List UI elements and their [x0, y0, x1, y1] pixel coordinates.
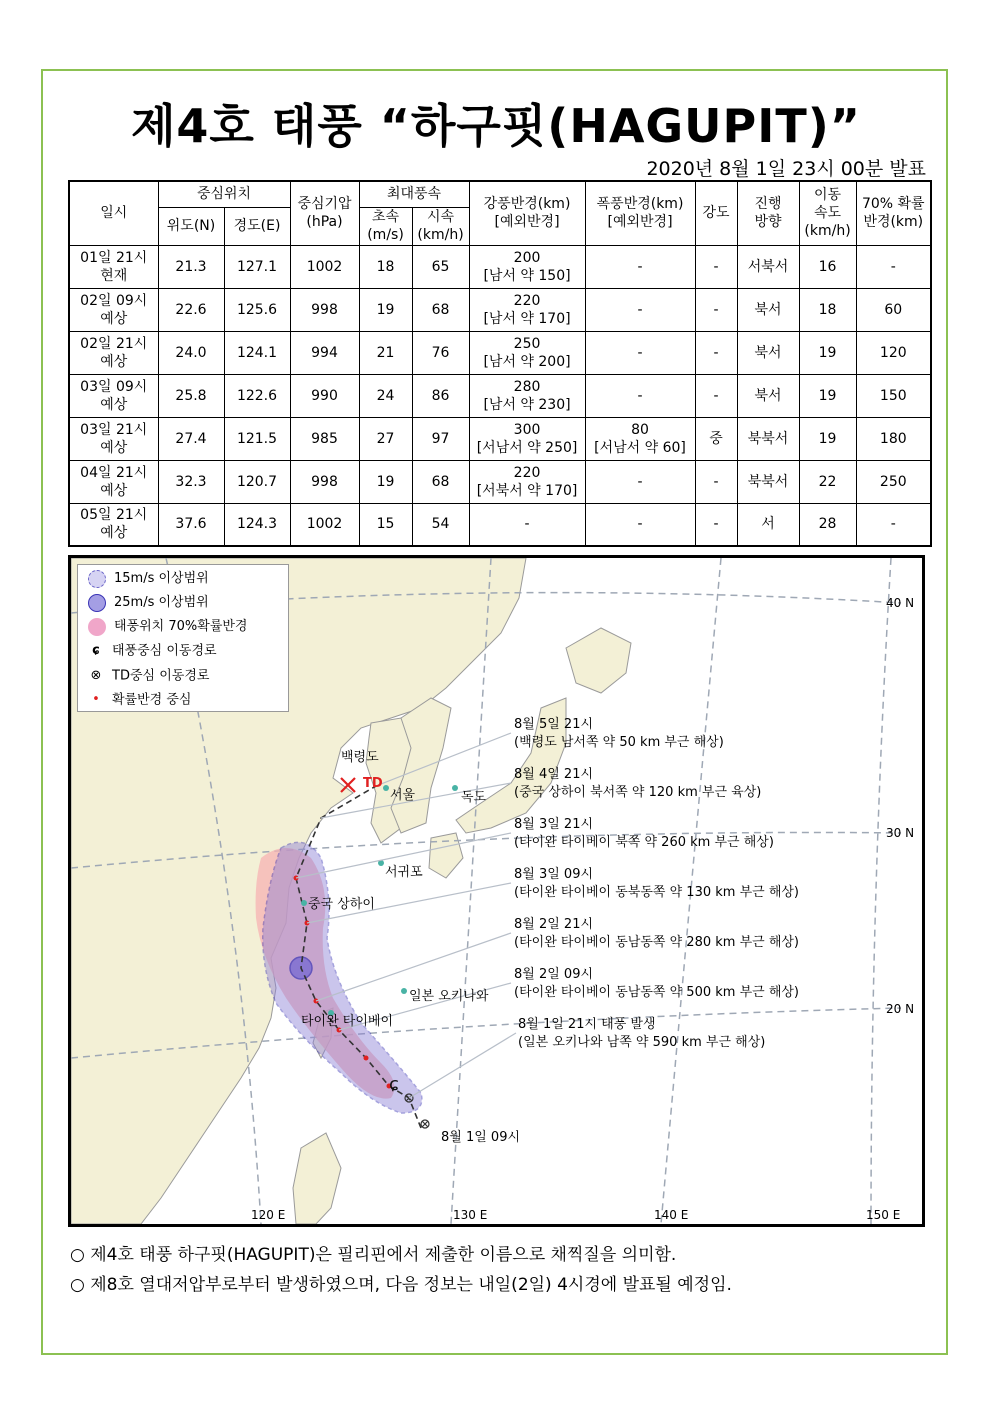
cell-direction: 북서: [737, 374, 799, 417]
forecast-annotation: 8월 3일 21시 (타이완 타이베이 북쪽 약 260 km 부근 해상): [514, 817, 774, 850]
table-row: [69, 331, 931, 374]
cell-pressure: 998: [290, 288, 359, 331]
header-pressure: 중심기압 (hPa): [290, 181, 359, 245]
cell-prob: 120: [856, 331, 931, 374]
cell-lon: 125.6: [224, 288, 290, 331]
cell-ms: 27: [359, 417, 412, 460]
header-kmh: 시속 (km/h): [412, 207, 469, 245]
cell-intensity: -: [695, 331, 737, 374]
forecast-annotation: 8월 3일 09시 (타이완 타이베이 동북동쪽 약 130 km 부근 해상): [514, 867, 800, 900]
cell-lon: 121.5: [224, 417, 290, 460]
cell-intensity: -: [695, 245, 737, 288]
header-gale: 강풍반경(km) [예외반경]: [469, 181, 585, 245]
table-row: [69, 503, 931, 546]
cell-kmh: 68: [412, 460, 469, 503]
prob-center-icon: •: [92, 692, 100, 707]
place-seogwipo: 서귀포: [385, 865, 423, 880]
cell-lat: 22.6: [158, 288, 224, 331]
cell-lat: 25.8: [158, 374, 224, 417]
cell-prob: 180: [856, 417, 931, 460]
cell-direction: 서북서: [737, 245, 799, 288]
cell-prob: 150: [856, 374, 931, 417]
cell-storm: -: [585, 288, 695, 331]
cell-lon: 120.7: [224, 460, 290, 503]
cell-speed: 19: [799, 331, 856, 374]
cell-kmh: 97: [412, 417, 469, 460]
legend-25ms-icon: [88, 594, 106, 612]
cell-direction: 북서: [737, 288, 799, 331]
table-row: [69, 245, 931, 288]
cell-intensity: 중: [695, 417, 737, 460]
cell-ms: 19: [359, 460, 412, 503]
cell-ms: 19: [359, 288, 412, 331]
cell-storm: -: [585, 503, 695, 546]
lon-label-140: 140 E: [654, 1208, 689, 1222]
place-taipei: 타이완 타이베이: [301, 1014, 394, 1029]
cell-speed: 19: [799, 417, 856, 460]
cell-storm: -: [585, 460, 695, 503]
cell-intensity: -: [695, 374, 737, 417]
cell-prob: -: [856, 245, 931, 288]
cell-ms: 18: [359, 245, 412, 288]
cell-kmh: 54: [412, 503, 469, 546]
table-row: [69, 374, 931, 417]
place-shanghai: 중국 상하이: [308, 897, 375, 912]
cell-datetime: 02일 09시 예상: [69, 288, 158, 331]
cell-lon: 124.1: [224, 331, 290, 374]
cell-direction: 서: [737, 503, 799, 546]
header-speed: 이동 속도 (km/h): [799, 181, 856, 245]
cell-lat: 21.3: [158, 245, 224, 288]
legend-15ms-icon: [88, 570, 106, 588]
lat-label-20: 20 N: [886, 1002, 915, 1016]
header-datetime: 일시: [69, 181, 158, 245]
cell-pressure: 990: [290, 374, 359, 417]
legend-item-prob: 태풍위치 70%확률반경: [88, 615, 288, 639]
forecast-annotation: 8월 4일 21시 (중국 상하이 북서쪽 약 120 km 부근 육상): [514, 767, 762, 800]
svg-text:ɕ: ɕ: [389, 1074, 399, 1095]
td-symbol-icon: ⊗: [90, 667, 102, 683]
cell-pressure: 1002: [290, 503, 359, 546]
table-row: [69, 288, 931, 331]
legend-item-15ms: 15m/s 이상범위: [88, 567, 288, 591]
header-intensity: 강도: [695, 181, 737, 245]
cell-intensity: -: [695, 503, 737, 546]
cell-pressure: 985: [290, 417, 359, 460]
cell-speed: 16: [799, 245, 856, 288]
table-row: [69, 460, 931, 503]
legend-prob-icon: [88, 618, 106, 636]
cell-gale: 220 [서북서 약 170]: [469, 460, 585, 503]
cell-ms: 21: [359, 331, 412, 374]
cell-lon: 122.6: [224, 374, 290, 417]
header-direction: 진행 방향: [737, 181, 799, 245]
cell-ms: 15: [359, 503, 412, 546]
place-okinawa: 일본 오키나와: [409, 989, 489, 1004]
cell-datetime: 02일 21시 예상: [69, 331, 158, 374]
map-legend: [77, 564, 289, 712]
cell-speed: 28: [799, 503, 856, 546]
cell-kmh: 65: [412, 245, 469, 288]
track-map: [68, 555, 925, 1227]
cell-gale: 250 [남서 약 200]: [469, 331, 585, 374]
cell-lon: 124.3: [224, 503, 290, 546]
header-lat: 위도(N): [158, 207, 224, 245]
place-baengnyeong: 백령도: [341, 750, 379, 765]
forecast-annotation: 8월 5일 21시 (백령도 남서쪽 약 50 km 부근 해상): [514, 717, 724, 750]
cell-storm: -: [585, 331, 695, 374]
forecast-annotation: 8월 2일 21시 (타이완 타이베이 동남동쪽 약 280 km 부근 해상): [514, 917, 800, 950]
cell-pressure: 1002: [290, 245, 359, 288]
header-lon: 경도(E): [224, 207, 290, 245]
cell-kmh: 76: [412, 331, 469, 374]
cell-storm: -: [585, 374, 695, 417]
header-prob: 70% 확률 반경(km): [856, 181, 931, 245]
place-seoul: 서울: [390, 788, 416, 803]
typhoon-symbol-icon: ɕ: [92, 643, 100, 658]
cell-prob: 250: [856, 460, 931, 503]
header-maxwind: 최대풍속: [359, 181, 469, 207]
cell-pressure: 998: [290, 460, 359, 503]
header-center: 중심위치: [158, 181, 290, 207]
cell-gale: -: [469, 503, 585, 546]
cell-kmh: 68: [412, 288, 469, 331]
header-ms: 초속 (m/s): [359, 207, 412, 245]
cell-intensity: -: [695, 288, 737, 331]
notes: [70, 1240, 732, 1300]
cell-lat: 32.3: [158, 460, 224, 503]
cell-direction: 북북서: [737, 417, 799, 460]
lon-label-150: 150 E: [866, 1208, 901, 1222]
legend-item-track: ɕ 태풍중심 이동경로: [88, 639, 288, 664]
forecast-annotation: 8월 2일 09시 (타이완 타이베이 동남동쪽 약 500 km 부근 해상): [514, 967, 800, 1000]
cell-datetime: 05일 21시 예상: [69, 503, 158, 546]
cell-pressure: 994: [290, 331, 359, 374]
cell-gale: 200 [남서 약 150]: [469, 245, 585, 288]
cell-lat: 27.4: [158, 417, 224, 460]
typhoon-table: [68, 180, 932, 547]
cell-gale: 220 [남서 약 170]: [469, 288, 585, 331]
cell-datetime: 03일 21시 예상: [69, 417, 158, 460]
cell-kmh: 86: [412, 374, 469, 417]
cell-direction: 북서: [737, 331, 799, 374]
place-td: TD: [363, 776, 383, 791]
cell-datetime: 03일 09시 예상: [69, 374, 158, 417]
cell-datetime: 01일 21시 현재: [69, 245, 158, 288]
lon-label-120: 120 E: [251, 1208, 286, 1222]
cell-speed: 19: [799, 374, 856, 417]
cell-lat: 24.0: [158, 331, 224, 374]
issued-time: 2020년 8월 1일 23시 00분 발표: [646, 158, 926, 180]
cell-speed: 18: [799, 288, 856, 331]
cell-datetime: 04일 21시 예상: [69, 460, 158, 503]
cell-ms: 24: [359, 374, 412, 417]
lat-label-40: 40 N: [886, 596, 915, 610]
cell-prob: -: [856, 503, 931, 546]
header-storm: 폭풍반경(km) [예외반경]: [585, 181, 695, 245]
legend-item-25ms: 25m/s 이상범위: [88, 591, 288, 615]
start-label: 8월 1일 09시: [441, 1130, 521, 1145]
cell-storm: -: [585, 245, 695, 288]
note-2: ○ 제8호 열대저압부로부터 발생하였으며, 다음 정보는 내일(2일) 4시경에 발표될 예정임.: [70, 1275, 732, 1295]
cell-speed: 22: [799, 460, 856, 503]
cell-lat: 37.6: [158, 503, 224, 546]
legend-item-center: • 확률반경 중심: [88, 688, 288, 713]
note-1: ○ 제4호 태풍 하구핏(HAGUPIT)은 필리핀에서 제출한 이름으로 채찍질을 의미함.: [70, 1245, 677, 1265]
cell-gale: 280 [남서 약 230]: [469, 374, 585, 417]
lat-label-30: 30 N: [886, 826, 915, 840]
cell-storm: 80 [서남서 약 60]: [585, 417, 695, 460]
cell-direction: 북북서: [737, 460, 799, 503]
legend-item-td: ⊗ TD중심 이동경로: [88, 664, 288, 689]
lon-label-130: 130 E: [453, 1208, 488, 1222]
cell-lon: 127.1: [224, 245, 290, 288]
page-title: 제4호 태풍 “하구핏(HAGUPIT)”: [130, 99, 861, 153]
cell-prob: 60: [856, 288, 931, 331]
cell-gale: 300 [서남서 약 250]: [469, 417, 585, 460]
forecast-annotation: 8월 1일 21시 태풍 발생 (일본 오키나와 남쪽 약 590 km 부근 해상): [518, 1017, 766, 1050]
cell-intensity: -: [695, 460, 737, 503]
place-dokdo: 독도: [461, 790, 487, 805]
table-row: [69, 417, 931, 460]
